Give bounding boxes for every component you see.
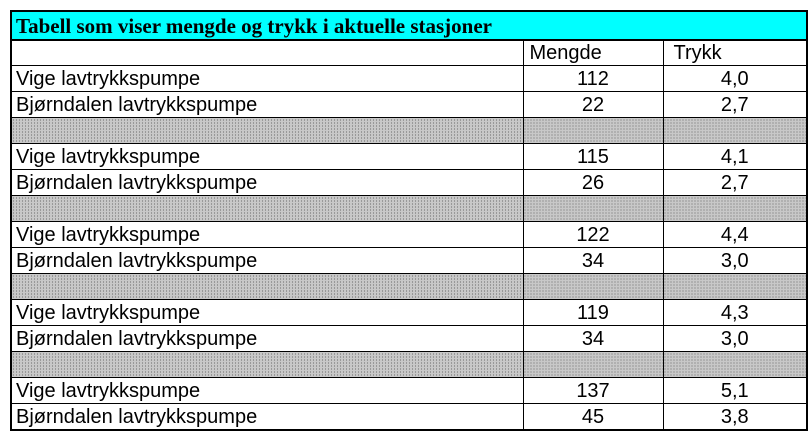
- separator-cell: [523, 118, 663, 144]
- table-title: Tabell som viser mengde og trykk i aktuelle stasjoner: [11, 11, 807, 40]
- separator-cell: [663, 352, 807, 378]
- station-name: Bjørndalen lavtrykkspumpe: [11, 326, 523, 352]
- trykk-value: 4,0: [663, 66, 807, 92]
- separator-row: [11, 196, 807, 222]
- mengde-value: 115: [523, 144, 663, 170]
- mengde-value: 34: [523, 248, 663, 274]
- table-row: [11, 92, 807, 118]
- table-row: [11, 222, 807, 248]
- trykk-value: 3,0: [663, 326, 807, 352]
- separator-cell: [11, 352, 523, 378]
- station-name: Bjørndalen lavtrykkspumpe: [11, 170, 523, 196]
- table-body: [11, 11, 807, 430]
- separator-cell: [11, 118, 523, 144]
- header-mengde: Mengde: [523, 40, 663, 66]
- separator-cell: [523, 196, 663, 222]
- mengde-value: 26: [523, 170, 663, 196]
- trykk-value: 4,3: [663, 300, 807, 326]
- station-name: Bjørndalen lavtrykkspumpe: [11, 248, 523, 274]
- table-row: [11, 300, 807, 326]
- station-name: Vige lavtrykkspumpe: [11, 222, 523, 248]
- station-name: Bjørndalen lavtrykkspumpe: [11, 92, 523, 118]
- station-name: Vige lavtrykkspumpe: [11, 378, 523, 404]
- separator-cell: [523, 352, 663, 378]
- mengde-value: 119: [523, 300, 663, 326]
- mengde-value: 137: [523, 378, 663, 404]
- mengde-value: 122: [523, 222, 663, 248]
- table-row: [11, 144, 807, 170]
- title-row: [11, 11, 807, 40]
- header-trykk: Trykk: [663, 40, 807, 66]
- mengde-value: 45: [523, 404, 663, 431]
- table-row: [11, 404, 807, 431]
- data-table: [10, 10, 808, 431]
- mengde-value: 34: [523, 326, 663, 352]
- station-name: Vige lavtrykkspumpe: [11, 300, 523, 326]
- separator-row: [11, 118, 807, 144]
- table-row: [11, 248, 807, 274]
- separator-cell: [663, 118, 807, 144]
- separator-cell: [11, 196, 523, 222]
- station-name: Vige lavtrykkspumpe: [11, 66, 523, 92]
- separator-cell: [663, 196, 807, 222]
- station-name: Bjørndalen lavtrykkspumpe: [11, 404, 523, 431]
- separator-row: [11, 274, 807, 300]
- table-row: [11, 66, 807, 92]
- table-row: [11, 170, 807, 196]
- mengde-value: 22: [523, 92, 663, 118]
- table-row: [11, 378, 807, 404]
- header-name: [11, 40, 523, 66]
- header-row: [11, 40, 807, 66]
- trykk-value: 3,0: [663, 248, 807, 274]
- trykk-value: 4,4: [663, 222, 807, 248]
- separator-cell: [11, 274, 523, 300]
- trykk-value: 3,8: [663, 404, 807, 431]
- trykk-value: 5,1: [663, 378, 807, 404]
- separator-row: [11, 352, 807, 378]
- separator-cell: [523, 274, 663, 300]
- trykk-value: 2,7: [663, 92, 807, 118]
- trykk-value: 4,1: [663, 144, 807, 170]
- separator-cell: [663, 274, 807, 300]
- mengde-value: 112: [523, 66, 663, 92]
- table-row: [11, 326, 807, 352]
- trykk-value: 2,7: [663, 170, 807, 196]
- station-name: Vige lavtrykkspumpe: [11, 144, 523, 170]
